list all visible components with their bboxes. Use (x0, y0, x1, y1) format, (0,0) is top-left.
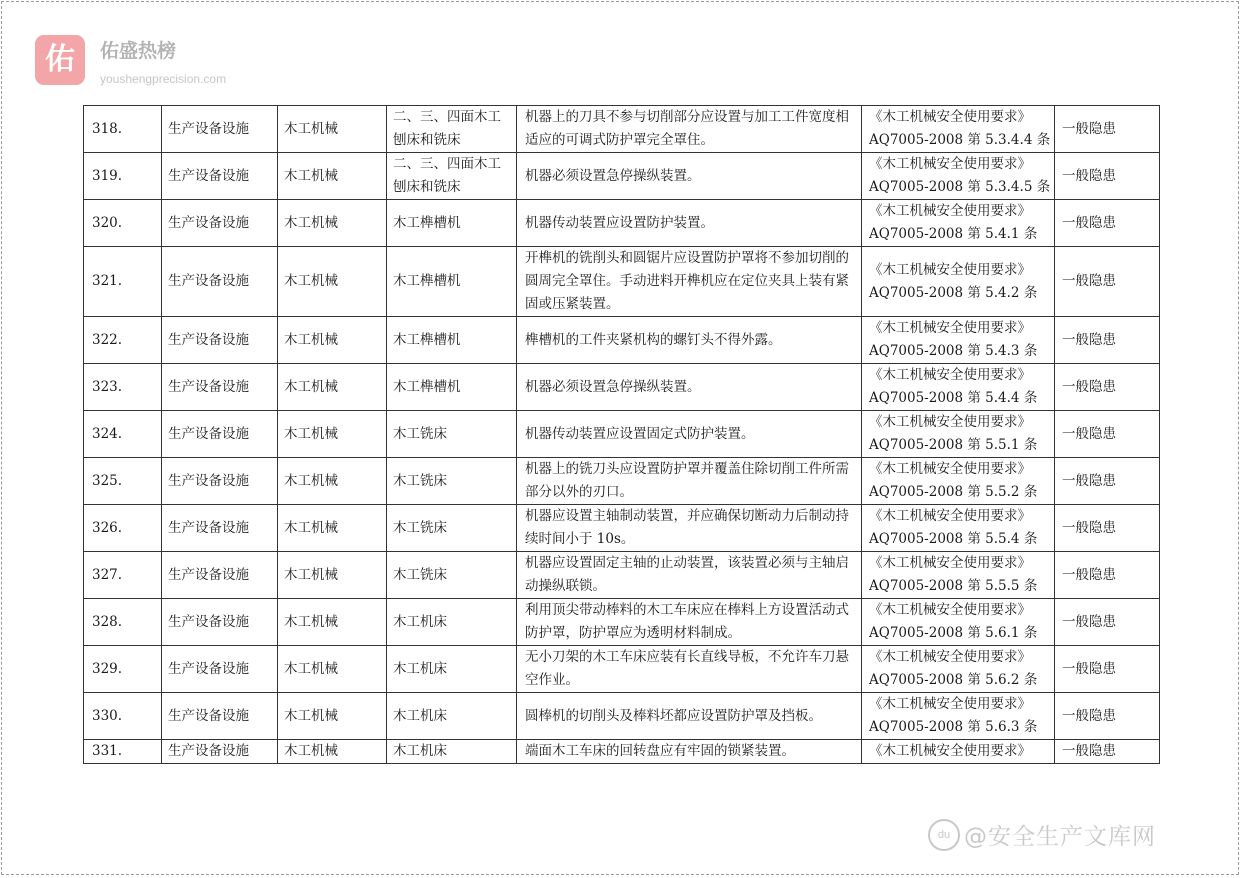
row-number: 319. (84, 153, 162, 200)
hazard-level-cell: 一般隐患 (1055, 505, 1160, 552)
standard-clause: AQ7005-2008 第 5.4.2 条 (869, 284, 1038, 301)
equipment-type-cell: 木工机械 (278, 693, 387, 740)
table-row (84, 505, 1160, 552)
standard-title: 《木工机械安全使用要求》 (869, 696, 1031, 712)
hazard-level-cell: 一般隐患 (1055, 153, 1160, 200)
requirement-cell: 机器必须设置急停操纵装置。 (517, 153, 862, 200)
category-cell: 生产设备设施 (162, 200, 278, 247)
hazard-level-cell: 一般隐患 (1055, 458, 1160, 505)
standard-title: 《木工机械安全使用要求》 (869, 649, 1031, 665)
category-cell: 生产设备设施 (162, 740, 278, 764)
category-cell: 生产设备设施 (162, 364, 278, 411)
equipment-cell: 木工铣床 (387, 505, 517, 552)
equipment-type-cell: 木工机械 (278, 364, 387, 411)
equipment-cell: 木工榫槽机 (387, 364, 517, 411)
standard-clause: AQ7005-2008 第 5.5.4 条 (869, 531, 1038, 547)
standard-clause: AQ7005-2008 第 5.5.5 条 (869, 578, 1038, 594)
hazard-level-cell: 一般隐患 (1055, 364, 1160, 411)
standard-cell (862, 247, 1055, 317)
brand-name: 佑盛热榜 (100, 40, 177, 62)
standard-title: 《木工机械安全使用要求》 (869, 743, 1031, 759)
category-cell: 生产设备设施 (162, 599, 278, 646)
standard-title: 《木工机械安全使用要求》 (869, 320, 1031, 336)
table-row (84, 106, 1160, 153)
hazard-level-cell: 一般隐患 (1055, 247, 1160, 317)
table-row (84, 247, 1160, 317)
equipment-cell: 木工铣床 (387, 411, 517, 458)
equipment-type-cell: 木工机械 (278, 411, 387, 458)
table-row (84, 693, 1160, 740)
standard-clause: AQ7005-2008 第 5.3.4.4 条 (869, 132, 1051, 148)
standard-title: 《木工机械安全使用要求》 (869, 367, 1031, 383)
equipment-cell: 木工机床 (387, 740, 517, 764)
standard-cell (862, 552, 1055, 599)
standard-clause: AQ7005-2008 第 5.6.1 条 (869, 625, 1038, 641)
standard-title: 《木工机械安全使用要求》 (869, 602, 1031, 618)
category-cell: 生产设备设施 (162, 646, 278, 693)
equipment-cell: 木工榫槽机 (387, 247, 517, 317)
standard-title: 《木工机械安全使用要求》 (869, 508, 1031, 524)
category-cell: 生产设备设施 (162, 317, 278, 364)
equipment-cell: 木工机床 (387, 693, 517, 740)
category-cell: 生产设备设施 (162, 106, 278, 153)
equipment-type-cell: 木工机械 (278, 740, 387, 764)
equipment-cell: 木工榫槽机 (387, 317, 517, 364)
requirement-cell: 圆棒机的切削头及棒料坯都应设置防护罩及挡板。 (517, 693, 862, 740)
table-row (84, 200, 1160, 247)
requirement-cell: 机器上的铣刀头应设置防护罩并覆盖住除切削工件所需部分以外的刃口。 (517, 458, 862, 505)
row-number: 331. (84, 740, 162, 764)
standard-cell (862, 646, 1055, 693)
standard-title: 《木工机械安全使用要求》 (869, 109, 1031, 125)
paw-icon: du (928, 819, 960, 851)
requirement-cell: 机器必须设置急停操纵装置。 (517, 364, 862, 411)
hazard-level-cell: 一般隐患 (1055, 552, 1160, 599)
brand-logo: 佑 (35, 35, 85, 85)
category-cell: 生产设备设施 (162, 247, 278, 317)
row-number: 330. (84, 693, 162, 740)
equipment-cell: 木工机床 (387, 646, 517, 693)
equipment-cell: 二、三、四面木工刨床和铣床 (387, 153, 517, 200)
standard-clause: AQ7005-2008 第 5.5.1 条 (869, 437, 1038, 453)
hazard-table-body (84, 106, 1160, 764)
equipment-type-cell: 木工机械 (278, 153, 387, 200)
watermark-text: @安全生产文库网 (964, 824, 1156, 850)
equipment-cell: 木工铣床 (387, 552, 517, 599)
standard-title: 《木工机械安全使用要求》 (869, 461, 1031, 477)
row-number: 323. (84, 364, 162, 411)
category-cell: 生产设备设施 (162, 505, 278, 552)
row-number: 324. (84, 411, 162, 458)
equipment-type-cell: 木工机械 (278, 599, 387, 646)
standard-cell (862, 411, 1055, 458)
standard-cell (862, 364, 1055, 411)
standard-clause: AQ7005-2008 第 5.6.3 条 (869, 719, 1038, 735)
standard-title: 《木工机械安全使用要求》 (869, 261, 1031, 278)
standard-cell (862, 153, 1055, 200)
standard-title: 《木工机械安全使用要求》 (869, 414, 1031, 430)
requirement-cell: 无小刀架的木工车床应装有长直线导板，不允许车刀悬空作业。 (517, 646, 862, 693)
hazard-level-cell: 一般隐患 (1055, 599, 1160, 646)
row-number: 318. (84, 106, 162, 153)
equipment-type-cell: 木工机械 (278, 646, 387, 693)
brand-header (35, 35, 226, 87)
standard-cell (862, 458, 1055, 505)
category-cell: 生产设备设施 (162, 153, 278, 200)
category-cell: 生产设备设施 (162, 411, 278, 458)
equipment-type-cell: 木工机械 (278, 552, 387, 599)
equipment-type-cell: 木工机械 (278, 247, 387, 317)
table-row (84, 364, 1160, 411)
equipment-cell: 二、三、四面木工刨床和铣床 (387, 106, 517, 153)
requirement-cell: 机器传动装置应设置防护装置。 (517, 200, 862, 247)
standard-clause: AQ7005-2008 第 5.3.4.5 条 (869, 179, 1051, 195)
table-row (84, 740, 1160, 764)
row-number: 322. (84, 317, 162, 364)
requirement-cell: 机器应设置固定主轴的止动装置，该装置必须与主轴启动操纵联锁。 (517, 552, 862, 599)
table-row (84, 458, 1160, 505)
standard-clause: AQ7005-2008 第 5.4.3 条 (869, 343, 1038, 359)
brand-url[interactable]: youshengprecision.com (100, 72, 227, 86)
requirement-cell: 机器传动装置应设置固定式防护装置。 (517, 411, 862, 458)
hazard-level-cell: 一般隐患 (1055, 106, 1160, 153)
standard-cell (862, 693, 1055, 740)
requirement-cell: 机器应设置主轴制动装置，并应确保切断动力后制动持续时间小于 10s。 (517, 505, 862, 552)
equipment-cell: 木工机床 (387, 599, 517, 646)
brand-text (100, 39, 226, 87)
hazard-table (83, 105, 1160, 764)
category-cell: 生产设备设施 (162, 552, 278, 599)
standard-clause: AQ7005-2008 第 5.6.2 条 (869, 672, 1038, 688)
hazard-level-cell: 一般隐患 (1055, 411, 1160, 458)
standard-clause: AQ7005-2008 第 5.4.4 条 (869, 390, 1038, 406)
table-row (84, 599, 1160, 646)
equipment-type-cell: 木工机械 (278, 505, 387, 552)
requirement-cell: 利用顶尖带动棒料的木工车床应在棒料上方设置活动式防护罩，防护罩应为透明材料制成。 (517, 599, 862, 646)
equipment-cell: 木工榫槽机 (387, 200, 517, 247)
row-number: 321. (84, 247, 162, 317)
hazard-level-cell: 一般隐患 (1055, 693, 1160, 740)
hazard-level-cell: 一般隐患 (1055, 646, 1160, 693)
table-row (84, 153, 1160, 200)
requirement-cell: 端面木工车床的回转盘应有牢固的锁紧装置。 (517, 740, 862, 764)
requirement-cell: 榫槽机的工件夹紧机构的螺钉头不得外露。 (517, 317, 862, 364)
table-row (84, 411, 1160, 458)
equipment-cell: 木工铣床 (387, 458, 517, 505)
equipment-type-cell: 木工机械 (278, 106, 387, 153)
standard-title: 《木工机械安全使用要求》 (869, 555, 1031, 571)
standard-cell (862, 599, 1055, 646)
row-number: 328. (84, 599, 162, 646)
hazard-level-cell: 一般隐患 (1055, 740, 1160, 764)
watermark (928, 818, 1156, 851)
requirement-cell: 开榫机的铣削头和圆锯片应设置防护罩将不参加切削的圆周完全罩住。手动进料开榫机应在定位夹具上装有紧固或压紧装置。 (517, 247, 862, 317)
standard-title: 《木工机械安全使用要求》 (869, 203, 1031, 219)
standard-cell (862, 505, 1055, 552)
standard-title: 《木工机械安全使用要求》 (869, 156, 1031, 172)
hazard-level-cell: 一般隐患 (1055, 200, 1160, 247)
equipment-type-cell: 木工机械 (278, 200, 387, 247)
standard-cell (862, 106, 1055, 153)
standard-cell (862, 740, 1055, 764)
row-number: 327. (84, 552, 162, 599)
standard-clause: AQ7005-2008 第 5.5.2 条 (869, 484, 1038, 500)
row-number: 329. (84, 646, 162, 693)
hazard-level-cell: 一般隐患 (1055, 317, 1160, 364)
table-row (84, 646, 1160, 693)
standard-cell (862, 200, 1055, 247)
category-cell: 生产设备设施 (162, 693, 278, 740)
equipment-type-cell: 木工机械 (278, 458, 387, 505)
row-number: 326. (84, 505, 162, 552)
table-row (84, 552, 1160, 599)
row-number: 325. (84, 458, 162, 505)
standard-cell (862, 317, 1055, 364)
row-number: 320. (84, 200, 162, 247)
category-cell: 生产设备设施 (162, 458, 278, 505)
table-row (84, 317, 1160, 364)
standard-clause: AQ7005-2008 第 5.4.1 条 (869, 226, 1038, 242)
equipment-type-cell: 木工机械 (278, 317, 387, 364)
requirement-cell: 机器上的刀具不参与切削部分应设置与加工工件宽度相适应的可调式防护罩完全罩住。 (517, 106, 862, 153)
